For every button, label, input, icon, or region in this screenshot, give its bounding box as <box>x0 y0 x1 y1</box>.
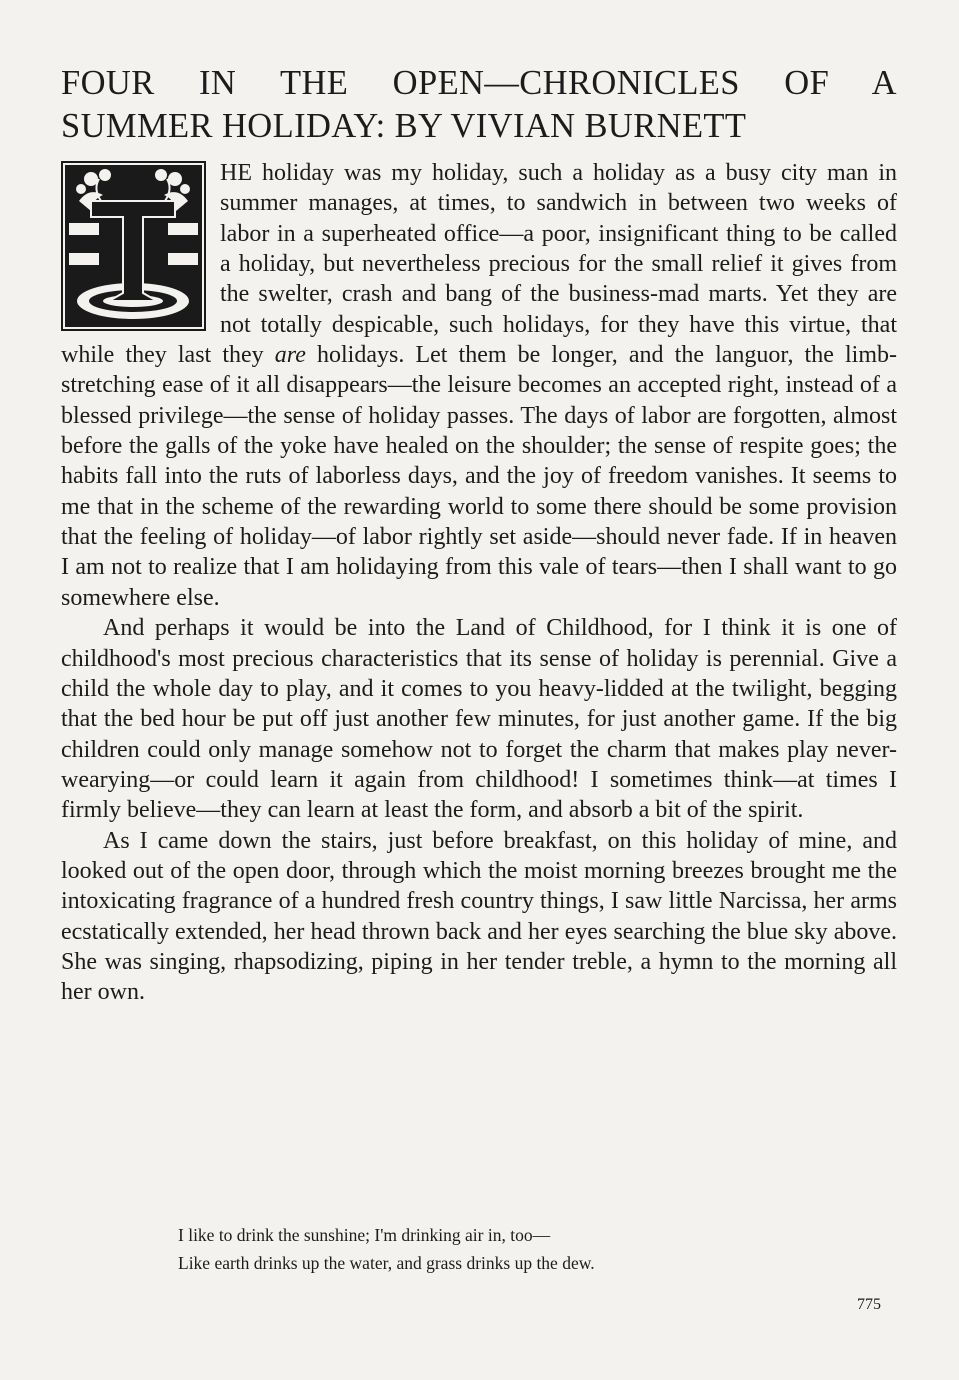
paragraph-1-italic: are <box>274 342 306 369</box>
paragraph-2: And perhaps it would be into the Land of Childhood, for I think it is one of childhood's most precious characteristics that its sense of holiday is perennial. Give a child the whole day to play, and it comes to you heavy-lidded at the twilight, begging that the bed hour be put off just another few minutes, for just another game. If the big children could only manage somehow not to forget the charm that makes play never-wearying—or could learn it again from childhood! I sometimes think—at times I firmly believe—they can learn at least the form, and absorb a bit of the spirit. <box>61 615 897 824</box>
title-line-2: SUMMER HOLIDAY: BY VIVIAN BURNETT <box>61 107 747 145</box>
verse-line-2: Like earth drinks up the water, and grass drinks up the dew. <box>178 1253 595 1273</box>
verse-line-1: I like to drink the sunshine; I'm drinking air in, too— <box>178 1225 551 1245</box>
paragraph-3: As I came down the stairs, just before breakfast, on this holiday of mine, and looked out of the open door, through which the moist morning breezes brought me the intoxicating fragrance of a hundred fresh country things, I saw little Narcissa, her arms ecstatically extended, her head thrown back and her eyes searching the blue sky above. She was singing, rhapsodizing, piping in her tender treble, a hymn to the morning all her own. <box>61 827 897 1006</box>
title-line-1: FOUR IN THE OPEN—CHRONICLES OF A <box>61 64 897 102</box>
paragraph-1-text-end: holidays. Let them be longer, and the languor, the limb-stretching ease of it all disappears—the leisure becomes an accepted right, instead of a blessed privilege—the sense of holiday passes. The days of labor are forgotten, almost before the galls of the yoke have healed on the shoulder; the sense of respite goes; the habits fall into the ruts of laborless days, and the joy of freedom vanishes. It seems to me that in the scheme of the rewarding world to some there should be some provision that the feeling of holiday—of labor rightly set aside—should never fade. If in heaven I am not to realize that I am holidaying from this vale of tears—then I shall want to go somewhere else. <box>61 342 897 611</box>
drop-cap-ornament <box>61 161 206 331</box>
page-number: 775 <box>857 1296 881 1313</box>
article-body <box>61 158 897 1008</box>
article-title <box>61 62 897 148</box>
paragraph-1-text: HE holiday was my holiday, such a holiday as a busy city man in summer manages, at times, to sandwich in between two weeks of labor in a superheated office—a poor, insignificant thing to be called a holiday, but nevertheless precious for the small relief it gives from the swelter, crash and bang of the business-mad marts. Yet they are not totally despicable, such holidays, for they have this virtue, that while they last they <box>61 160 897 369</box>
verse <box>178 1221 828 1277</box>
